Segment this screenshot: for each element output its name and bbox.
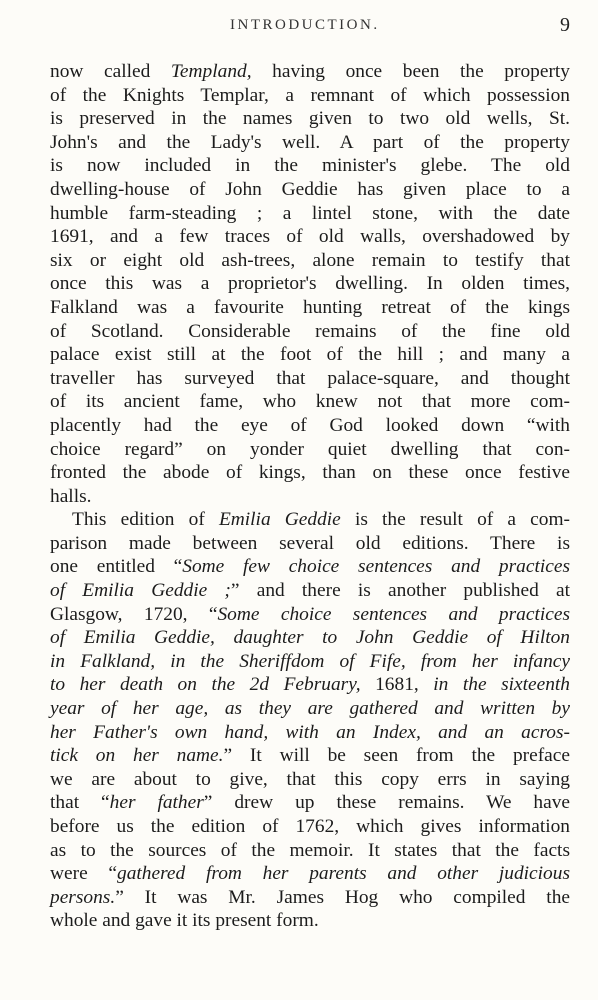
text-run: whole and gave it its present form. bbox=[50, 910, 319, 932]
text-line bbox=[50, 60, 570, 84]
text-run: placently had the eye of God looked down “with bbox=[50, 414, 570, 436]
text-run: of Scotland. Considerable remains of the fine old bbox=[50, 320, 570, 342]
italic-text: tick on her name. bbox=[50, 745, 224, 767]
italic-text: of Emilia Geddie ; bbox=[50, 580, 231, 602]
italic-text: her father bbox=[109, 792, 204, 814]
text-line bbox=[50, 650, 570, 674]
text-run: parison made between several old editions. There is bbox=[50, 532, 570, 554]
text-line bbox=[50, 225, 570, 249]
text-line bbox=[50, 744, 570, 768]
text-line bbox=[50, 84, 570, 108]
text-run: dwelling-house of John Geddie has given place to a bbox=[50, 178, 570, 200]
italic-text: Templand, bbox=[170, 61, 252, 82]
text-line bbox=[50, 272, 570, 296]
text-run: Falkland was a favourite hunting retreat of the kings bbox=[50, 296, 570, 318]
text-run: ” drew up these remains. We have bbox=[203, 792, 571, 814]
text-line bbox=[50, 343, 570, 367]
text-run: once this was a proprietor's dwelling. In olden times, bbox=[50, 273, 570, 295]
page-header bbox=[50, 14, 570, 40]
italic-text: to her death on the 2d February, bbox=[50, 674, 361, 696]
text-run: 1691, and a few traces of old walls, overshadowed by bbox=[50, 226, 570, 248]
page-number: 9 bbox=[560, 14, 570, 36]
text-line bbox=[50, 249, 570, 273]
text-run: palace exist still at the foot of the hill ; and many a bbox=[50, 344, 570, 366]
text-line bbox=[50, 414, 570, 438]
italic-text: in Falkland, in the Sheriffdom of Fife, from her infancy bbox=[50, 650, 570, 672]
text-line bbox=[50, 107, 570, 131]
text-line bbox=[50, 791, 570, 815]
text-line bbox=[50, 626, 570, 650]
text-run: one entitled “ bbox=[50, 556, 183, 578]
text-line bbox=[50, 697, 570, 721]
text-run: fronted the abode of kings, than on these once festive bbox=[50, 462, 570, 484]
text-line bbox=[50, 909, 570, 933]
text-line bbox=[50, 768, 570, 792]
italic-text: Some few choice sentences and practices bbox=[182, 556, 570, 578]
text-run: choice regard” on yonder quiet dwelling that con- bbox=[50, 438, 570, 460]
text-run: Glasgow, 1720, “ bbox=[50, 603, 218, 625]
text-run: is now included in the minister's glebe. The old bbox=[50, 155, 570, 177]
text-run: traveller has surveyed that palace-square, and thought bbox=[50, 367, 570, 389]
text-line bbox=[50, 131, 570, 155]
italic-text: Some choice sentences and practices bbox=[217, 603, 570, 625]
running-head: INTRODUCTION. bbox=[230, 17, 380, 33]
italic-text: her Father's own hand, with an Index, and an acros- bbox=[50, 721, 570, 743]
text-line bbox=[50, 862, 570, 886]
text-line bbox=[50, 154, 570, 178]
text-line bbox=[50, 721, 570, 745]
italic-text: persons. bbox=[50, 886, 116, 908]
text-line bbox=[50, 815, 570, 839]
text-run: humble farm-steading ; a lintel stone, with the date bbox=[50, 202, 570, 224]
text-line bbox=[50, 555, 570, 579]
text-line bbox=[50, 296, 570, 320]
text-line bbox=[50, 320, 570, 344]
paragraph bbox=[50, 508, 570, 933]
text-line bbox=[50, 839, 570, 863]
text-run: before us the edition of 1762, which gives information bbox=[50, 816, 570, 837]
body-text bbox=[50, 60, 570, 933]
text-run: having once been the property bbox=[251, 61, 570, 82]
text-run: ” It will be seen from the preface bbox=[223, 745, 570, 767]
text-run: is the result of a com- bbox=[340, 509, 570, 531]
paragraph bbox=[50, 60, 570, 508]
text-run: of the Knights Templar, a remnant of which possession bbox=[50, 84, 570, 106]
text-run: This edition of bbox=[72, 509, 219, 531]
text-run: ” and there is another published at bbox=[230, 580, 570, 602]
italic-text: year of her age, as they are gathered and written by bbox=[50, 698, 570, 720]
text-line bbox=[50, 603, 570, 627]
text-line bbox=[50, 367, 570, 391]
text-run: 1681, bbox=[360, 674, 434, 696]
text-run: as to the sources of the memoir. It states that the facts bbox=[50, 839, 570, 861]
text-run: were “ bbox=[50, 863, 118, 885]
text-line bbox=[50, 579, 570, 603]
text-run: is preserved in the names given to two old wells, St. bbox=[50, 108, 570, 130]
text-line bbox=[50, 508, 570, 532]
text-run: we are about to give, that this copy errs in saying bbox=[50, 768, 570, 790]
text-line bbox=[50, 178, 570, 202]
text-line bbox=[50, 485, 570, 509]
text-run: ” It was Mr. James Hog who compiled the bbox=[115, 886, 570, 908]
text-line bbox=[50, 390, 570, 414]
text-run: of its ancient fame, who knew not that more com- bbox=[50, 391, 570, 413]
text-run: halls. bbox=[50, 485, 92, 507]
text-line bbox=[50, 438, 570, 462]
text-line bbox=[50, 461, 570, 485]
italic-text: gathered from her parents and other judicious bbox=[117, 863, 570, 885]
text-run: John's and the Lady's well. A part of the property bbox=[50, 131, 570, 153]
italic-text: of Emilia Geddie, daughter to John Geddie of Hilton bbox=[50, 627, 570, 649]
text-run: now called bbox=[50, 61, 171, 82]
italic-text: Emilia Geddie bbox=[218, 509, 341, 531]
text-run: that “ bbox=[50, 792, 110, 814]
text-line bbox=[50, 532, 570, 556]
text-line bbox=[50, 202, 570, 226]
text-run: six or eight old ash-trees, alone remain to testify that bbox=[50, 249, 570, 271]
text-line bbox=[50, 673, 570, 697]
text-line bbox=[50, 886, 570, 910]
italic-text: in the sixteenth bbox=[433, 674, 570, 696]
